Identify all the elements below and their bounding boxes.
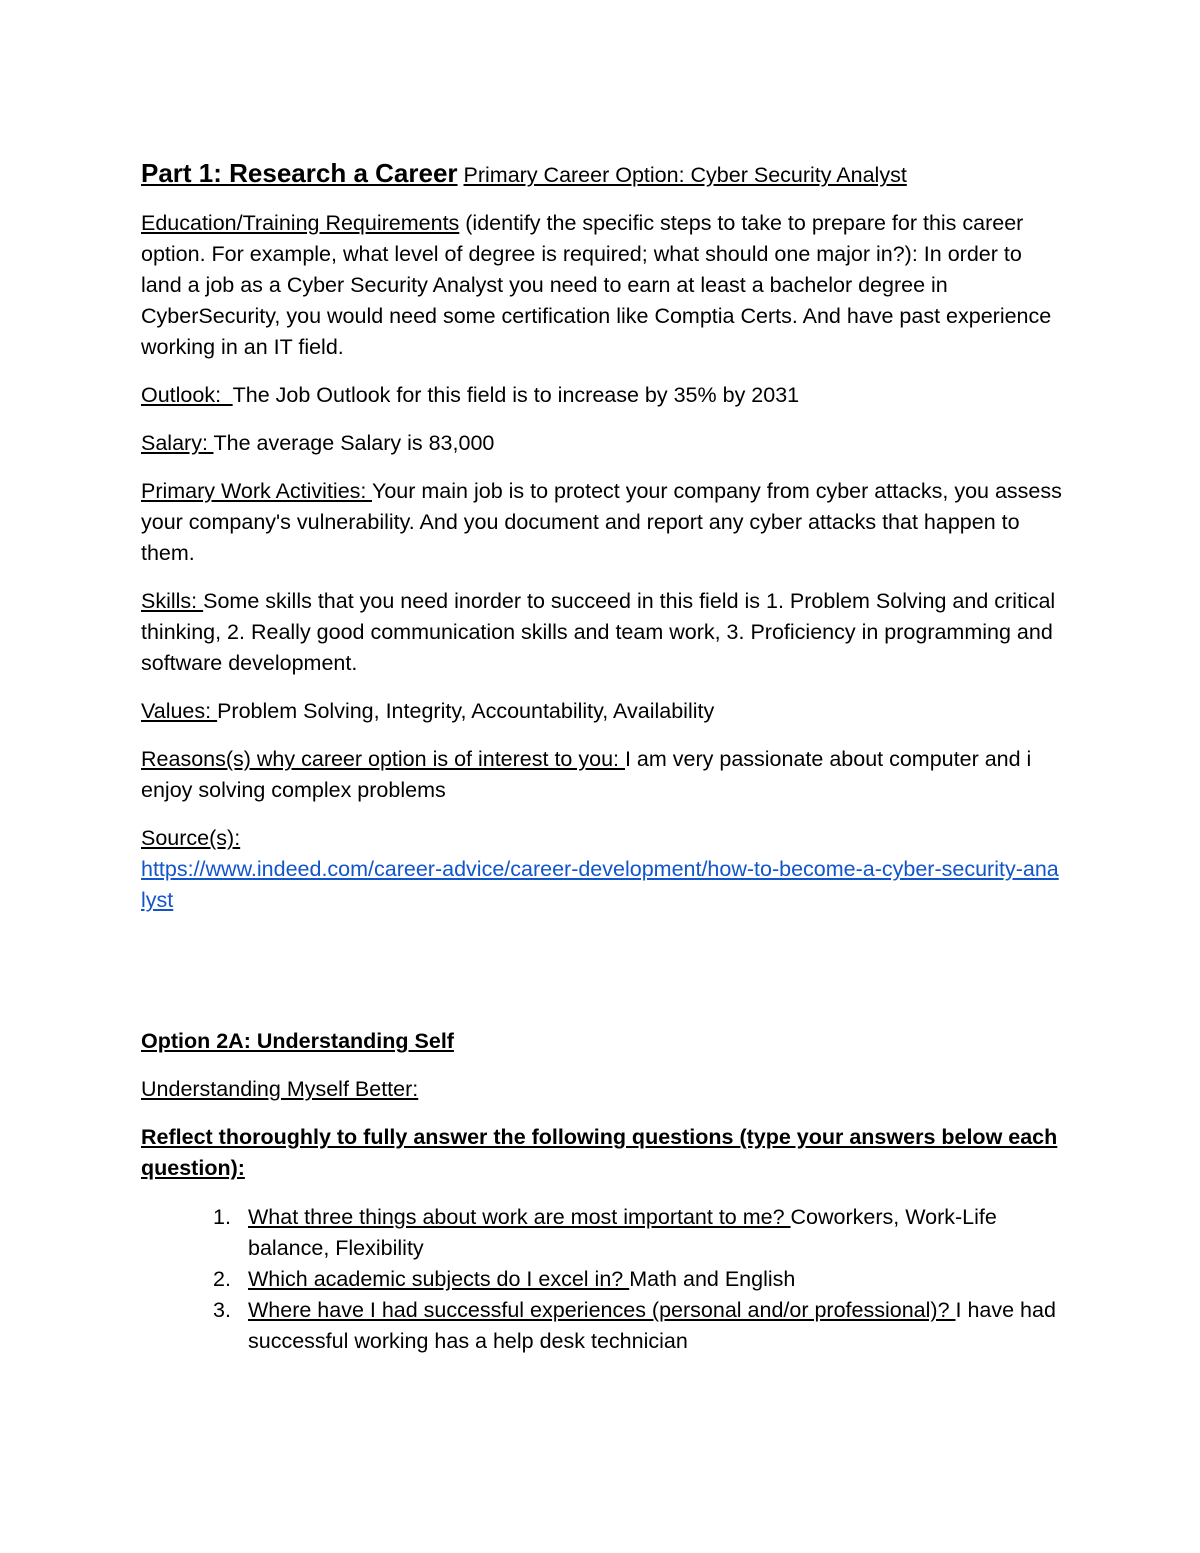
sources-paragraph	[141, 823, 1063, 916]
reasons-paragraph	[141, 744, 1063, 806]
list-number: 3.	[213, 1298, 231, 1322]
question-text: Where have I had successful experiences (personal and/or professional)?	[248, 1298, 956, 1322]
list-number: 1.	[213, 1205, 231, 1229]
answer-text: Math and English	[629, 1267, 796, 1291]
activities-paragraph	[141, 476, 1063, 569]
outlook-paragraph	[141, 380, 1063, 411]
list-item	[141, 1202, 1063, 1264]
values-paragraph	[141, 696, 1063, 727]
list-number: 2.	[213, 1267, 231, 1291]
skills-label: Skills:	[141, 589, 204, 613]
values-label: Values:	[141, 699, 218, 723]
outlook-label: Outlook:	[141, 383, 233, 407]
part1-title: Part 1: Research a Career	[141, 158, 458, 188]
list-item	[141, 1264, 1063, 1295]
reasons-label: Reasons(s) why career option is of interest to you:	[141, 747, 625, 771]
question-text: What three things about work are most important to me?	[248, 1205, 791, 1229]
education-paragraph	[141, 208, 1063, 363]
document-page	[141, 158, 1063, 1357]
skills-answer: Some skills that you need inorder to succeed in this field is 1. Problem Solving and critical thinking, 2. Really good communication skills and team work, 3. Proficiency in programming and software development.	[141, 589, 1056, 675]
option2a-title: Option 2A: Understanding Self	[141, 1029, 454, 1053]
option2a-instructions: Reflect thoroughly to fully answer the following questions (type your answers below each question):	[141, 1125, 1058, 1180]
education-answer: In order to land a job as a Cyber Security Analyst you need to earn at least a bachelor degree in CyberSecurity, you would need some certification like Comptia Certs. And have past experience working in an IT field.	[141, 242, 1052, 359]
answer-text: I have had successful working has a help desk technician	[248, 1298, 1056, 1353]
option2a-subheading: Understanding Myself Better:	[141, 1077, 419, 1101]
list-item	[141, 1295, 1063, 1357]
questions-list	[141, 1202, 1063, 1357]
values-answer: Problem Solving, Integrity, Accountability, Availability	[217, 699, 715, 723]
education-prompt: (identify the specific steps to take to prepare for this career option. For example, what level of degree is required; what should one major in?):	[141, 211, 1024, 266]
education-label: Education/Training Requirements	[141, 211, 460, 235]
salary-paragraph	[141, 428, 1063, 459]
question-text: Which academic subjects do I excel in?	[248, 1267, 630, 1291]
salary-label: Salary:	[141, 431, 214, 455]
part1-heading	[141, 158, 1063, 191]
activities-answer: Your main job is to protect your company from cyber attacks, you assess your company's vulnerability. And you document and report any cyber attacks that happen to them.	[141, 479, 1062, 565]
source-link[interactable]: https://www.indeed.com/career-advice/career-development/how-to-become-a-cyber-security-analyst	[141, 857, 1059, 912]
answer-text: Coworkers, Work-Life balance, Flexibility	[248, 1205, 997, 1260]
salary-answer: The average Salary is 83,000	[213, 431, 495, 455]
sources-label: Source(s):	[141, 826, 241, 850]
reasons-answer: I am very passionate about computer and i enjoy solving complex problems	[141, 747, 1032, 802]
outlook-answer: The Job Outlook for this field is to increase by 35% by 2031	[232, 383, 800, 407]
section-spacer	[141, 916, 1063, 1026]
activities-label: Primary Work Activities:	[141, 479, 372, 503]
skills-paragraph	[141, 586, 1063, 679]
primary-career-option: Primary Career Option: Cyber Security Analyst	[463, 163, 907, 187]
